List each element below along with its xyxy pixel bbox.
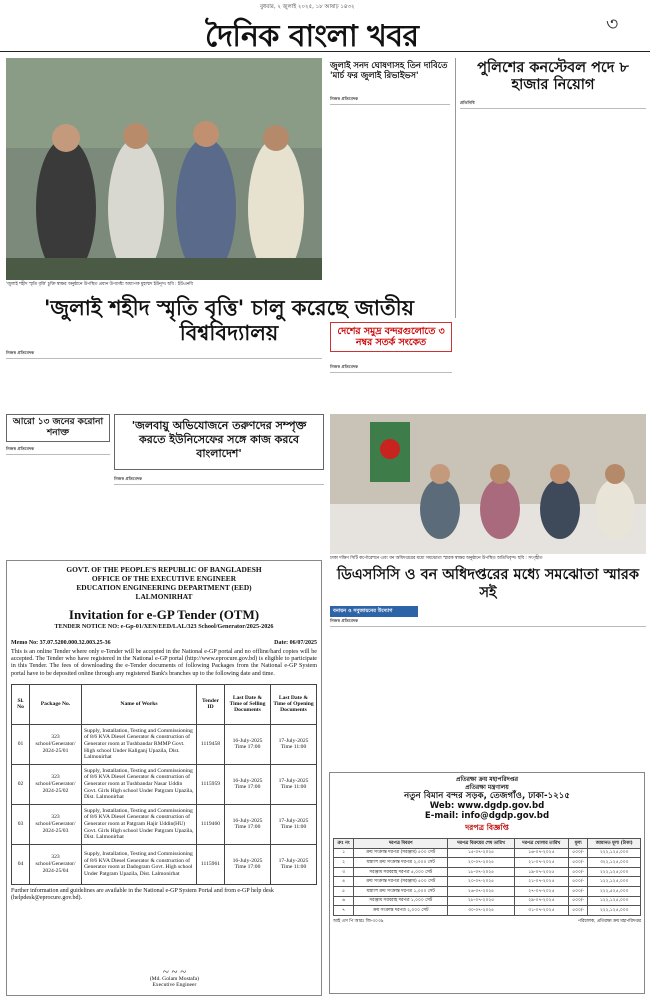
- dgdp-cell: ক্রয় সংক্রান্ত দরপত্র (সরঞ্জাম) ৫০০ সেট: [354, 877, 448, 887]
- dateline: বুধবার, ২ জুলাই ২০২৫, ১৮ আষাঢ় ১৪৩২: [260, 4, 355, 10]
- tender-package: 323 school/Generator/ 2024-25/02: [30, 764, 82, 804]
- dgdp-cell: ২: [334, 858, 354, 868]
- dgdp-cell: ২৬-০৭-২০২৫: [448, 886, 515, 896]
- tender-open-date: 17-July-2025 Time 11:00: [271, 844, 317, 884]
- tender-col-id: Tender ID: [197, 684, 225, 724]
- dgdp-cell: ৫০০/-: [568, 858, 588, 868]
- july-march-headline: জুলাই সনদ ঘোষণাসহ তিন দাবিতে 'মার্চ ফর জুলাই রিভাইভস': [330, 60, 448, 80]
- table-row: [334, 886, 641, 896]
- police-headline: পুলিশের কনস্টেবল পদে ৮ হাজার নিয়োগ: [477, 60, 629, 93]
- dgdp-cell: ৫০০/-: [568, 867, 588, 877]
- tender-work: Supply, Installation, Testing and Commissioning of 8/6 KVA Diesel Generator & construction of Generator room at Dadogram Govt. High school Under Patgram Upazila, Dist. Lalmonirhat: [82, 844, 197, 884]
- tender-signer-title: Executive Engineer: [152, 982, 197, 989]
- dgdp-cell: ২৮-০৭-২০২৫: [448, 896, 515, 906]
- tender-signer-name: (Md. Golam Mostafa): [149, 975, 199, 982]
- dgdp-ref: আই এস পি আরঃ জি-৩০৩৯: [333, 918, 384, 924]
- july-march-body: [330, 107, 450, 287]
- tender-sell-date: 16-July-2025 Time 17:00: [225, 844, 271, 884]
- dscc-body: [330, 629, 646, 759]
- tender-work: Supply, Installation, Testing and Commissioning of 8/6 KVA Diesel Generator & construction of Generator room at Tushbandar RMMP Govt. High school Under Kaliganj Upazila, Dist. Lalmonirhat: [82, 724, 197, 764]
- dgdp-cell: ৪: [334, 877, 354, 887]
- dgdp-cell: ২৭-০৭-২০২৫: [514, 886, 568, 896]
- dgdp-cell: যন্ত্রাংশ ক্রয় সংক্রান্ত দরপত্র ২,০০০ সেট: [354, 858, 448, 868]
- newspaper-logo: দৈনিক বাংলা খবর: [205, 19, 419, 54]
- tender-footer: Further information and guidelines are available in the National e-GP System Portal and from e-GP help desk (helpdesk@eprocure.gov.bd).: [11, 887, 274, 902]
- tender-col-sell: Last Date & Time of Selling Documents: [225, 684, 271, 724]
- dgdp-head-2: প্রতিরক্ষা মন্ত্রণালয়: [465, 783, 509, 791]
- dgdp-col-desc: দরপত্র বিবরণ: [354, 839, 448, 849]
- tender-id: 1115959: [197, 764, 225, 804]
- dgdp-notice-title: দরপত্র বিজ্ঞপ্তি: [465, 823, 509, 832]
- dgdp-cell: যন্ত্রাংশ ক্রয় সংক্রান্ত দরপত্র ১,০০০ সেট: [354, 886, 448, 896]
- tender-memo-no: Memo No: 37.07.5200.000.32.003.25-36: [11, 640, 111, 646]
- table-row: [334, 858, 641, 868]
- scholarship-byline: নিজস্ব প্রতিবেদক: [6, 350, 322, 359]
- tender-sell-date: 16-July-2025 Time 17:00: [225, 764, 271, 804]
- people-photo-icon: [6, 58, 322, 280]
- corona-box: [6, 414, 110, 442]
- dgdp-cell: ৫০০/-: [568, 848, 588, 858]
- dgdp-col-open: দরপত্র খোলার তারিখ: [514, 839, 568, 849]
- tender-open-date: 17-July-2025 Time 11:00: [271, 804, 317, 844]
- table-row: [334, 867, 641, 877]
- corona-headline: আরো ১৩ জনের করোনা শনাক্ত: [12, 417, 104, 438]
- dgdp-web: Web: www.dgdp.gov.bd: [429, 801, 545, 811]
- tender-col-work: Name of Works: [82, 684, 197, 724]
- dgdp-cell: ২২২,১২৫,০০০: [588, 906, 641, 916]
- tender-id: 1119458: [197, 724, 225, 764]
- police-byline: প্রতিনিধি: [460, 100, 646, 109]
- dgdp-col-sl: ক্রঃ নং: [334, 839, 354, 849]
- dgdp-cell: সরঞ্জাম সরবরাহ দরপত্র ১,০০০ সেট: [354, 896, 448, 906]
- dscc-byline: নিজস্ব প্রতিবেদক: [330, 618, 646, 627]
- page-number: ৩: [606, 13, 619, 35]
- dgdp-cell: ২১-০৭-২০২৫: [514, 877, 568, 887]
- dgdp-cell: ১: [334, 848, 354, 858]
- tender-header-3: EDUCATION ENGINEERING DEPARTMENT (EED): [76, 583, 252, 592]
- tender-open-date: 17-July-2025 Time 11:00: [271, 764, 317, 804]
- sea-signal-byline: নিজস্ব প্রতিবেদক: [330, 364, 452, 373]
- dgdp-head-1: প্রতিরক্ষা ক্রয় মহাপরিদপ্তর: [455, 776, 519, 783]
- mid-photo-caption: ঢাকা দক্ষিণ সিটি কর্পোরেশনে এবং বন অধিদপ্তরের মধ্যে সমঝোতা স্মারক স্বাক্ষর অনুষ্ঠানে উপস্থিত অতিথিবৃন্দ। ছবি : সংগৃহীত: [330, 556, 543, 561]
- tender-sl: 03: [12, 804, 30, 844]
- egp-tender-notice: [6, 560, 322, 996]
- scholarship-headline: 'জুলাই শহীদ স্মৃতি বৃত্তি' চালু করেছে জাতীয় বিশ্ববিদ্যালয়: [43, 296, 415, 345]
- table-row: [12, 844, 317, 884]
- tender-notice-no: TENDER NOTICE NO: e-Gp-01/XEN/EED/LAL/323 School/Generator/2025-2026: [54, 623, 274, 630]
- sea-signal-body: [330, 375, 452, 415]
- top-story-photo: [6, 58, 322, 280]
- corona-byline: নিজস্ব প্রতিবেদক: [6, 446, 110, 455]
- dgdp-cell: ১৮-০৭-২০২৫: [448, 867, 515, 877]
- dgdp-cell: ৩০-০৭-২০২৫: [448, 906, 515, 916]
- dgdp-cell: ১২২,১২৫,০০০: [588, 896, 641, 906]
- dgdp-cell: ৫০০/-: [568, 886, 588, 896]
- dgdp-cell: ১২২,১২৫,০০০: [588, 877, 641, 887]
- dgdp-cell: ২১-০৭-২০২৫: [514, 858, 568, 868]
- tender-sl: 02: [12, 764, 30, 804]
- dgdp-cell: ক্রয় সংক্রান্ত দরপত্র ২,০০০ সেট: [354, 906, 448, 916]
- tender-signature-block: [149, 966, 199, 989]
- tender-table: [11, 684, 317, 885]
- dgdp-cell: ১৬-০৭-২০২৫: [514, 848, 568, 858]
- dgdp-tender-notice: [329, 772, 645, 994]
- table-row: [334, 896, 641, 906]
- tender-date: Date: 06/07/2025: [274, 640, 317, 646]
- top-photo-caption: 'জুলাই শহীদ স্মৃতি বৃত্তি' চুক্তি স্বাক্ষর অনুষ্ঠানে উপস্থিত প্রধান উপদেষ্টা অধ্যাপক মুহাম্মদ ইউনূস। ছবি : ইউএনবি: [6, 282, 193, 287]
- dgdp-address: নতুন বিমান বন্দর সড়ক, তেজগাঁও, ঢাকা-১২১৫: [404, 791, 570, 801]
- corona-body: [6, 457, 110, 561]
- sea-signal-box: [330, 322, 452, 352]
- tender-package: 323 school/Generator/ 2024-25/04: [30, 844, 82, 884]
- table-row: [334, 906, 641, 916]
- unicef-box: [114, 414, 324, 470]
- tender-col-sl: Sl. No: [12, 684, 30, 724]
- unicef-headline: 'জলবায়ু অভিযোজনে তরুণদের সম্পৃক্ত করতে ইউনিসেফের সঙ্গে কাজ করবে বাংলাদেশ': [131, 419, 307, 460]
- unicef-body: [114, 487, 324, 561]
- tender-sl: 01: [12, 724, 30, 764]
- dgdp-cell: ক্রয় সংক্রান্ত দরপত্র (সরঞ্জাম) ৫০০ সেট: [354, 848, 448, 858]
- scholarship-body: [6, 361, 322, 421]
- tender-header-2: OFFICE OF THE EXECUTIVE ENGINEER: [91, 574, 237, 583]
- tender-sell-date: 16-July-2025 Time 17:00: [225, 804, 271, 844]
- dgdp-cell: ২২২,১২৫,০০০: [588, 867, 641, 877]
- tender-package: 323 school/Generator/ 2024-25/03: [30, 804, 82, 844]
- dgdp-cell: ৫০০/-: [568, 896, 588, 906]
- dgdp-table: [333, 838, 641, 916]
- tender-work: Supply, Installation, Testing and Commissioning of 8/6 KVA Diesel Generator & construction of Generator room at Patgram Hajir Uddin(HU) Govt. Girls High school Under Patgram Upazila, Dist. Lalmonirhat: [82, 804, 197, 844]
- tender-open-date: 17-July-2025 Time 11:00: [271, 724, 317, 764]
- july-march-byline: নিজস্ব প্রতিবেদক: [330, 96, 450, 105]
- dgdp-cell: ২২২,৫২৫,০০০: [588, 886, 641, 896]
- dgdp-signer: পরিচালক, প্রতিরক্ষা ক্রয় মহাপরিদপ্তর: [577, 918, 641, 924]
- dgdp-cell: ২০-০৭-২০২৫: [448, 877, 515, 887]
- table-row: [334, 848, 641, 858]
- dgdp-cell: ৫: [334, 886, 354, 896]
- dgdp-cell: ২০-০৭-২০২৫: [448, 858, 515, 868]
- dgdp-cell: ১৯-০৭-২০২৫: [514, 867, 568, 877]
- table-row: [12, 724, 317, 764]
- dgdp-col-sell: দরপত্র বিক্রয়ের শেষ তারিখ: [448, 839, 515, 849]
- tender-id: 1115961: [197, 844, 225, 884]
- mid-story-photo: [330, 414, 646, 554]
- dgdp-cell: ৩১-০৭-২০২৫: [514, 906, 568, 916]
- dgdp-cell: ৫০০/-: [568, 877, 588, 887]
- dgdp-cell: ৭: [334, 906, 354, 916]
- dgdp-cell: সরঞ্জাম সরবরাহ দরপত্র ৫,০০০ সেট: [354, 867, 448, 877]
- dscc-kicker: বনায়ন ও সবুজায়নের উদ্যোগ: [330, 606, 418, 617]
- dgdp-cell: ৩: [334, 867, 354, 877]
- tender-title: Invitation for e-GP Tender (OTM): [68, 607, 260, 622]
- dgdp-email: E-mail: info@dgdp.gov.bd: [424, 811, 550, 821]
- signature-icon: ~ ~ ~: [162, 966, 187, 979]
- dgdp-cell: ২৯-০৭-২০২৫: [514, 896, 568, 906]
- dgdp-cell: ৬: [334, 896, 354, 906]
- dgdp-col-deposit: জামানত মূল্য (টাকা): [588, 839, 641, 849]
- table-row: [12, 804, 317, 844]
- sea-signal-headline: দেশের সমুদ্র বন্দরগুলোতে ৩ নম্বর সতর্ক সংকেত: [337, 326, 445, 348]
- dgdp-cell: ১৫-০৭-২০২৫: [448, 848, 515, 858]
- dgdp-col-price: মূল্য: [568, 839, 588, 849]
- tender-col-package: Package No.: [30, 684, 82, 724]
- tender-package: 323 school/Generator/ 2024-25/01: [30, 724, 82, 764]
- tender-work: Supply, Installation, Testing and Commissioning of 8/6 KVA Diesel Generator & construction of Generator room at Tushbandar Nasar Uddin Govt. Girls High school Under Patgram Upazila, Dist. Lalmonirhat: [82, 764, 197, 804]
- dgdp-cell: ৩২২,১২৫,০০০: [588, 858, 641, 868]
- table-row: [334, 877, 641, 887]
- meeting-photo-icon: [330, 414, 646, 554]
- table-row: [12, 764, 317, 804]
- tender-intro: This is an online Tender where only e-Tender will be accepted in the National e-GP portal and no offline/hard copies will be accepted. The Tender who have registered in the National e-GP portal (http://www.eprocure.gov.bd) is eligible to participate in this Tender. The fees of downloading the e-Tender documents of following Packages from the National e-GP System portal have to be deposited online through any registered Bank's branches up to the following date and time.: [11, 649, 317, 677]
- tender-col-open: Last Date & Time of Opening Documents: [271, 684, 317, 724]
- unicef-byline: নিজস্ব প্রতিবেদক: [114, 476, 324, 485]
- dgdp-cell: ২২২,১২৫,০০০: [588, 848, 641, 858]
- tender-id: 1119460: [197, 804, 225, 844]
- dscc-headline: ডিএসসিসি ও বন অধিদপ্তরের মধ্যে সমঝোতা স্মারক সই: [336, 567, 640, 601]
- tender-header-4: LALMONIRHAT: [135, 592, 193, 601]
- dgdp-cell: ৫০০/-: [568, 906, 588, 916]
- tender-header-1: GOVT. OF THE PEOPLE'S REPUBLIC OF BANGLADESH: [66, 565, 262, 574]
- tender-sl: 04: [12, 844, 30, 884]
- tender-sell-date: 16-July-2025 Time 17:00: [225, 724, 271, 764]
